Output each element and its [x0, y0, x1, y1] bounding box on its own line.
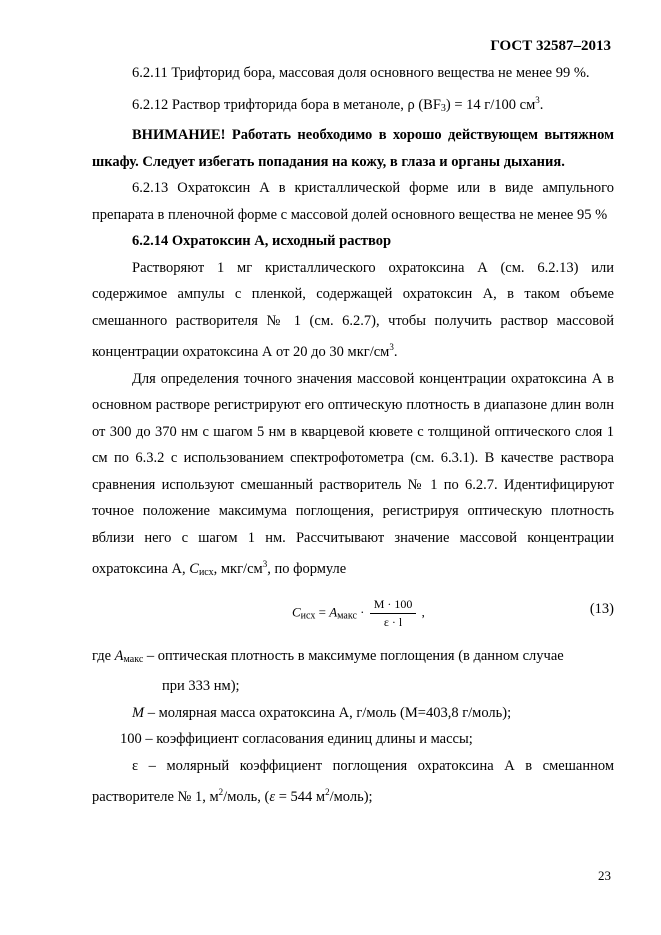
- legend-molar-mass: M – молярная масса охратоксина А, г/моль (М=403,8 г/моль);: [132, 704, 512, 721]
- document-header: ГОСТ 32587–2013: [490, 38, 611, 54]
- formula-13: [92, 589, 614, 643]
- paragraph-dissolve: Растворяют 1 мг кристаллического охратоксина А (см. 6.2.13) или содержимое ампулы с пленкой, содержащей охратоксин А, в таком объеме смешанного растворителя № 1 (см. 6.2.7), чтобы получить раствор массовой концентрации охратоксина А от 20 до 30 мкг/$см^3$.: [92, 259, 614, 360]
- section-title-6-2-14: 6.2.14 Охратоксин А, исходный раствор: [132, 233, 392, 249]
- item-6-2-11: 6.2.11 Трифторид бора, массовая доля основного вещества не менее 99 %.: [132, 65, 590, 81]
- legend-epsilon: ε – молярный коэффициент поглощения охратоксина А в смешанном растворителе № 1, $м^2$/моль, (ε = 544 $м^2/моль$);: [92, 757, 614, 805]
- legend-a-max-cont: при 333 нм);: [162, 678, 240, 694]
- item-6-2-12: 6.2.12 Раствор трифторида бора в метаноле, ρ $(BF_3) = 14$ г/100 $см^3$.: [132, 94, 544, 114]
- document-body: [92, 60, 614, 811]
- safety-warning: ВНИМАНИЕ! Работать необходимо в хорошо действующем вытяжном шкафу. Следует избегать попадания на кожу, в глаза и органы дыхания.: [92, 127, 614, 170]
- item-6-2-13: 6.2.13 Охратоксин А в кристаллической форме или в виде ампульного препарата в пленочной форме с массовой долей основного вещества не менее 95 %: [92, 180, 614, 223]
- formula-number: (13): [589, 600, 614, 617]
- legend-a-max: где $A_{макс}$ – оптическая плотность в максимуме поглощения (в данном случае: [92, 647, 564, 665]
- formula-expression: $C_{исх} = A_{макс}$ · $\frac{M \cdot 100}{\varepsilon \cdot l}$ ,: [292, 596, 425, 629]
- page-number: 23: [598, 868, 611, 883]
- formula-fraction: $\frac{M \cdot 100}{\varepsilon \cdot l}$: [370, 597, 417, 630]
- paragraph-measurement: Для определения точного значения массовой концентрации охратоксина А в основном растворе регистрируют его оптическую плотность в диапазоне длин волн от 300 до 370 нм с шагом 5 нм в кварцевой кювете с толщиной оптического слоя 1 см по 6.3.2 с использованием спектрофотометра (см. 6.3.1). В качестве раствора сравнения используют смешанный растворитель № 1 по 6.2.7. Идентифицируют точное положение максимума поглощения, регистрируя оптическую плотность вблизи него с шагом 1 нм. Рассчитывают значение массовой концентрации охратоксина А, $C_{исх}$, мкг/$см^3$, по формуле: [92, 370, 614, 578]
- legend-coefficient-100: 100 – коэффициент согласования единиц длины и массы;: [120, 731, 473, 747]
